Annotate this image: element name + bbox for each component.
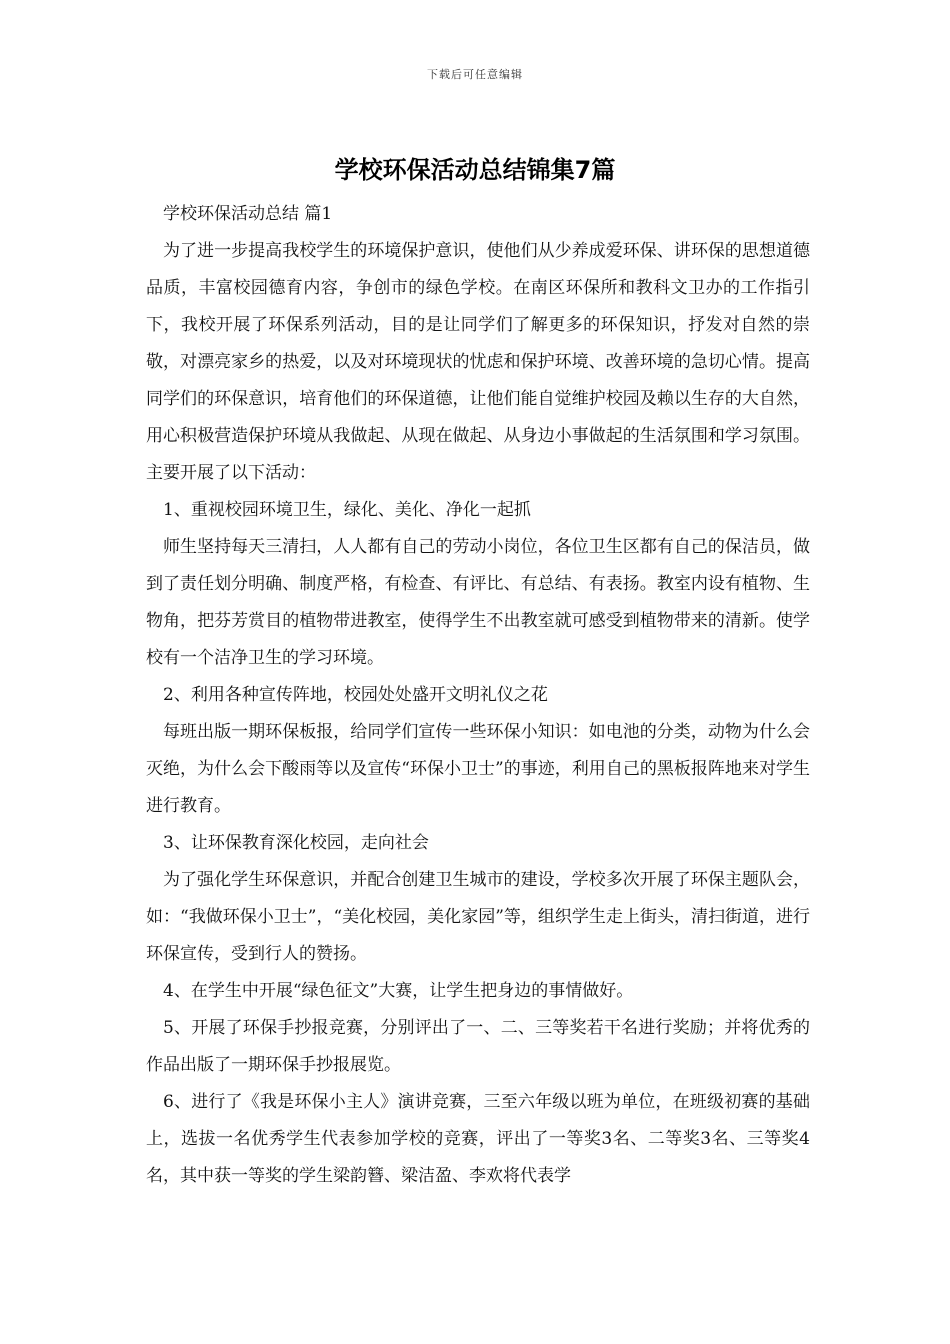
item-paragraph-1: 师生坚持每天三清扫，人人都有自己的劳动小岗位，各位卫生区都有自己的保洁员，做到了责任划分明确、制度严格，有检查、有评比、有总结、有表扬。教室内设有植物、生物角，把芬芳赏目的植物带进教室，使得学生不出教室就可感受到植物带来的清新。使学校有一个洁净卫生的学习环境。 [146, 537, 810, 668]
header-note: 下载后可任意编辑 [427, 68, 523, 81]
item-5: 5、开展了环保手抄报竞赛，分别评出了一、二、三等奖若干名进行奖励；并将优秀的作品出版了一期环保手抄报展览。 [146, 1018, 810, 1075]
item-paragraph-3: 为了强化学生环保意识，并配合创建卫生城市的建设，学校多次开展了环保主题队会，如：“我做环保小卫士”，“美化校园，美化家园”等，组织学生走上街头，清扫街道，进行环保宣传，受到行人的赞扬。 [146, 870, 810, 964]
item-heading-2: 2、利用各种宣传阵地，校园处处盛开文明礼仪之花 [163, 685, 548, 705]
section-heading: 学校环保活动总结 篇1 [163, 204, 333, 224]
item-paragraph-2: 每班出版一期环保板报，给同学们宣传一些环保小知识：如电池的分类，动物为什么会灭绝，为什么会下酸雨等以及宣传“环保小卫士”的事迹，利用自己的黑板报阵地来对学生进行教育。 [146, 722, 810, 816]
intro-paragraph: 为了进一步提高我校学生的环境保护意识，使他们从少养成爱环保、讲环保的思想道德品质，丰富校园德育内容，争创市的绿色学校。在南区环保所和教科文卫办的工作指引下，我校开展了环保系列活动，目的是让同学们了解更多的环保知识，抒发对自然的崇敬，对漂亮家乡的热爱，以及对环境现状的忧虑和保护环境、改善环境的急切心情。提高同学们的环保意识，培育他们的环保道德，让他们能自觉维护校园及赖以生存的大自然，用心积极营造保护环境从我做起、从现在做起、从身边小事做起的生活氛围和学习氛围。主要开展了以下活动： [146, 241, 810, 483]
document-body [146, 196, 810, 1195]
item-heading-1: 1、重视校园环境卫生，绿化、美化、净化一起抓 [163, 500, 531, 520]
item-4: 4、在学生中开展“绿色征文”大赛，让学生把身边的事情做好。 [163, 981, 634, 1001]
item-heading-3: 3、让环保教育深化校园，走向社会 [163, 833, 429, 853]
document-title: 学校环保活动总结锦集7篇 [334, 156, 616, 184]
item-6: 6、进行了《我是环保小主人》演讲竞赛，三至六年级以班为单位，在班级初赛的基础上，选拔一名优秀学生代表参加学校的竞赛，评出了一等奖3名、二等奖3名、三等奖4名，其中获一等奖的学生梁韵簪、梁洁盈、李欢将代表学 [146, 1092, 810, 1186]
